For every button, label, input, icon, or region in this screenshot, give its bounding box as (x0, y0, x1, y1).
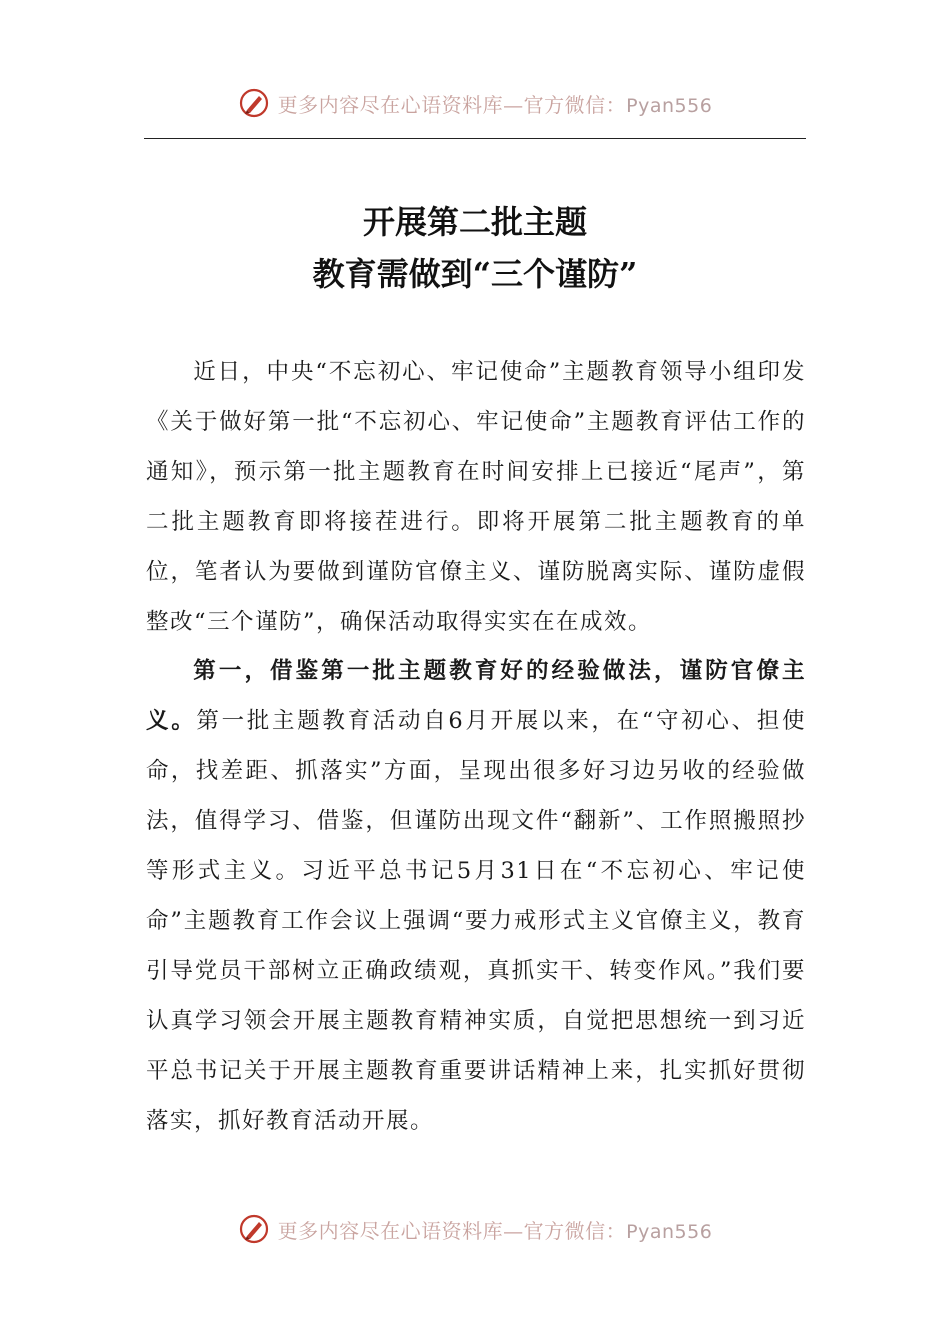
pen-logo-icon (238, 1213, 270, 1245)
header-watermark (0, 83, 950, 123)
title-line-1: 开展第二批主题 (362, 203, 587, 241)
article-body (146, 348, 806, 1147)
watermark-text: 更多内容尽在心语资料库—官方微信：Pyan556 (277, 92, 713, 117)
pen-logo-icon (238, 87, 270, 119)
footer-watermark (0, 1209, 950, 1249)
paragraph-2 (146, 647, 806, 1146)
title-line-2: 教育需做到“三个谨防” (312, 255, 638, 293)
header-rule (144, 138, 806, 139)
paragraph-1: 近日，中央“不忘初心、牢记使命”主题教育领导小组印发《关于做好第一批“不忘初心、牢记使命”主题教育评估工作的通知》，预示第一批主题教育在时间安排上已接近“尾声”，第二批主题教育即将接茬进行。即将开展第二批主题教育的单位，笔者认为要做到谨防官僚主义、谨防脱离实际、谨防虚假整改“三个谨防”，确保活动取得实实在在成效。 (146, 359, 806, 635)
watermark-text: 更多内容尽在心语资料库—官方微信：Pyan556 (277, 1218, 713, 1243)
paragraph-2-text: 第一批主题教育活动自6月开展以来，在“守初心、担使命，找差距、抓落实”方面，呈现出很多好习边另收的经验做法，值得学习、借鉴，但谨防出现文件“翻新”、工作照搬照抄等形式主义。习近平总书记5月31日在“不忘初心、牢记使命”主题教育工作会议上强调“要力戒形式主义官僚主义，教育引导党员干部树立正确政绩观，真抓实干、转变作风。”我们要认真学习领会开展主题教育精神实质，自觉把思想统一到习近平总书记关于开展主题教育重要讲话精神上来，扎实抓好贯彻落实，抓好教育活动开展。 (146, 708, 806, 1134)
paragraph-2-lead: 第一，借鉴第一批主题教育好的经验做法，谨防官僚主义。 (146, 658, 806, 735)
document-title (0, 196, 950, 300)
